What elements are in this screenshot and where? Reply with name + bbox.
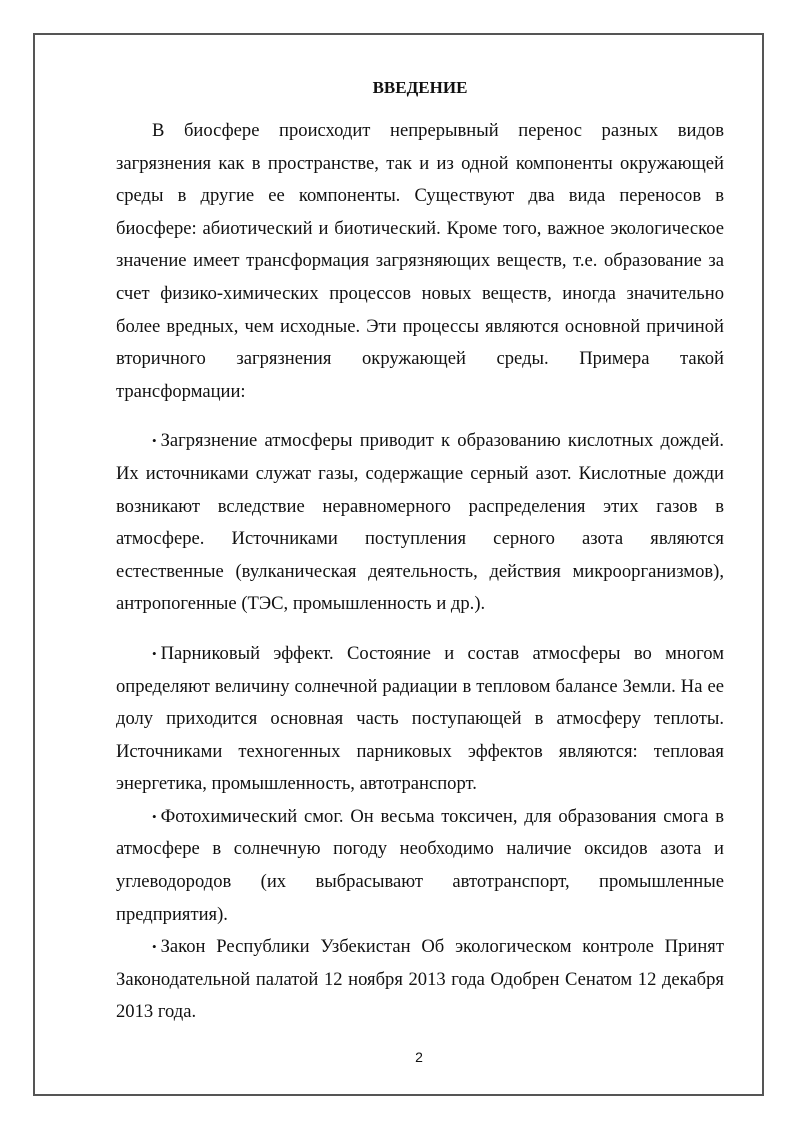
list-item bbox=[116, 425, 724, 621]
bullet-icon: • bbox=[152, 433, 157, 449]
list-item bbox=[116, 931, 724, 1029]
bullet-icon: • bbox=[152, 645, 157, 661]
page-number: 2 bbox=[415, 1049, 423, 1065]
list-item-text: Закон Республики Узбекистан Об экологическом контроле Принят Законодательной палатой 12 ноября 2013 года Одобрен Сенатом 12 декабря 2013 года. bbox=[116, 936, 724, 1023]
list-item-text: Загрязнение атмосферы приводит к образованию кислотных дождей. Их источниками служат газы, содержащие серный азот. Кислотные дожди возникают вследствие неравномерного распределения этих газов в атмосфере. Источниками поступления серного азота являются естественные (вулканическая деятельность, действия микроорганизмов), антропогенные (ТЭС, промышленность и др.). bbox=[116, 430, 724, 615]
list-item bbox=[116, 801, 724, 931]
bullet-icon: • bbox=[152, 939, 157, 955]
bullet-icon: • bbox=[152, 808, 157, 824]
list-item bbox=[116, 638, 724, 801]
intro-paragraph: В биосфере происходит непрерывный перенос разных видов загрязнения как в пространстве, так и из одной компоненты окружающей среды в другие ее компоненты. Существуют два вида переносов в биосфере: абиотический и биотический. Кроме того, важное экологическое значение имеет трансформация загрязняющих веществ, т.е. образование за счет физико-химических процессов новых веществ, иногда значительно более вредных, чем исходные. Эти процессы являются основной причиной вторичного загрязнения окружающей среды. Примера такой трансформации: bbox=[116, 120, 724, 402]
document-body bbox=[116, 76, 724, 1029]
list-item-text: Парниковый эффект. Состояние и состав атмосферы во многом определяют величину солнечной радиации в тепловом балансе Земли. На ее долу приходится основная часть поступающей в атмосферу теплоты. Источниками техногенных парниковых эффектов являются: тепловая энергетика, промышленность, автотранспорт. bbox=[116, 642, 724, 795]
list-item-text: Фотохимический смог. Он весьма токсичен, для образования смога в атмосфере в солнечную погоду необходимо наличие оксидов азота и углеводородов (их выбрасывают автотранспорт, промышленные предприятия). bbox=[116, 805, 724, 925]
document-title: ВВЕДЕНИЕ bbox=[372, 78, 468, 97]
